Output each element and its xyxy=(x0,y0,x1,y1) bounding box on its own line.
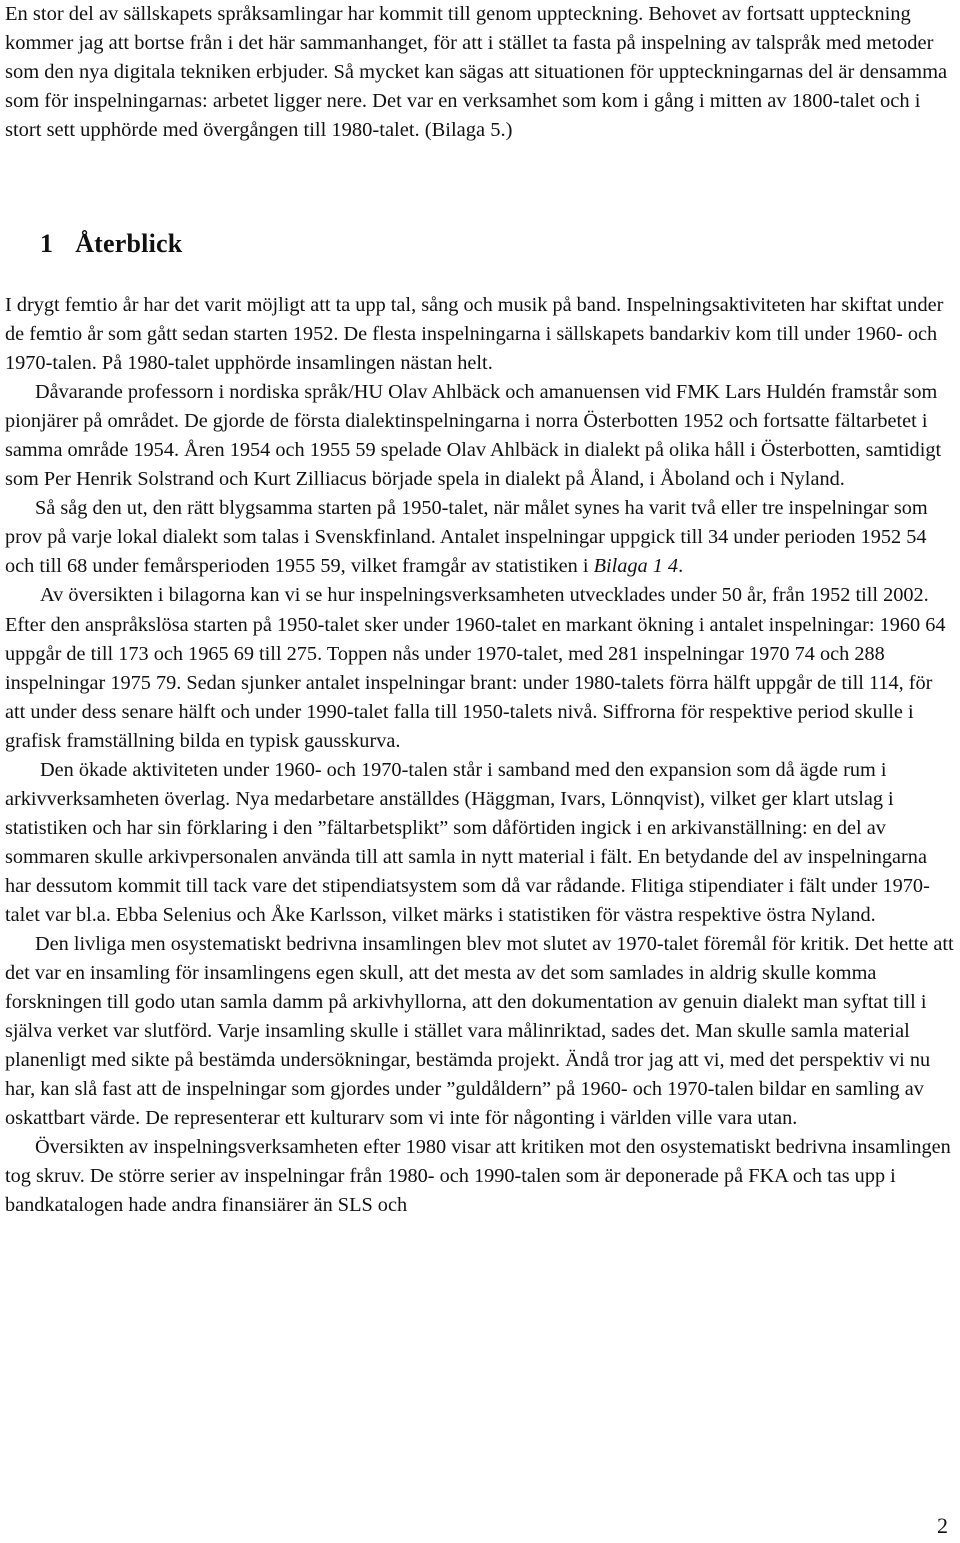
body-paragraph: Översikten av inspelningsverksamheten efter 1980 visar att kritiken mot den osystematiskt bedrivna insamlingen tog skruv. De större serier av inspelningar från 1980- och 1990-talen som är deponerade på FKA och tas upp i bandkatalogen hade andra finansiärer än SLS och xyxy=(5,1136,951,1217)
body-paragraph: Dåvarande professorn i nordiska språk/HU Olav Ahlbäck och amanuensen vid FMK Lars Huldén framstår som pionjärer på området. De gjorde de första dialektinspelningarna i norra Österbotten 1952 och fortsatte fältarbetet i samma område 1954. Åren 1954 och 1955 59 spelade Olav Ahlbäck in dialekt på olika håll i Österbotten, samtidigt som Per Henrik Solstrand och Kurt Zilliacus började spela in dialekt på Åland, i Åboland och i Nyland. xyxy=(5,381,942,491)
section-number: 1 xyxy=(40,229,54,258)
document-page xyxy=(5,0,955,1217)
body-paragraph: Den livliga men osystematiskt bedrivna insamlingen blev mot slutet av 1970-talet föremål för kritik. Det hette att det var en insamling för insamlingens egen skull, att det mesta av det som samlades in aldrig skulle komma forskningen till godo utan samla damm på arkivhyllorna, att den dokumentation av genuin dialekt man syftat till i själva verket var slutförd. Varje insamling skulle i stället vara målinriktad, sades det. Man skulle samla material planenligt med sikte på bestämda undersökningar, bestämda projekt. Ändå tror jag att vi, med det perspektiv vi nu har, kan slå fast att de inspelningar som gjordes under ”guldåldern” på 1960- och 1970-talen bildar en samling av oskattbart värde. De representerar ett kulturarv som vi inte för någonting i världen ville vara utan. xyxy=(5,933,954,1130)
body-paragraph: Av översikten i bilagorna kan vi se hur inspelningsverksamheten utvecklades under 50 år, från 1952 till 2002. Efter den anspråkslösa starten på 1950-talet sker under 1960-talet en markant ökning i antalet inspelningar: 1960 64 uppgår de till 173 och 1965 69 till 275. Toppen nås under 1970-talet, med 281 inspelningar 1970 74 och 288 inspelningar 1975 79. Sedan sjunker antalet inspelningar brant: under 1980-talets förra hälft uppgår de till 114, för att under dess senare hälft och under 1990-talet falla till 1950-talets nivå. Siffrorna för respektive period skulle i grafisk framställning bilda en typisk gausskurva. xyxy=(5,584,946,752)
section-body xyxy=(5,291,955,1221)
intro-paragraph: En stor del av sällskapets språksamlingar har kommit till genom uppteckning. Behovet av fortsatt uppteckning kommer jag att bortse från i det här sammanhanget, för att i stället ta fasta på inspelning av talspråk med metoder som den nya digitala tekniken erbjuder. Så mycket kan sägas att situationen för uppteckningarnas del är densamma som för inspelningarnas: arbetet ligger nere. Det var en verksamhet som kom i gång i mitten av 1800-talet och i stort sett upphörde med övergången till 1980-talet. (Bilaga 5.) xyxy=(5,3,948,141)
section-heading xyxy=(40,229,182,259)
body-paragraph-text: Så såg den ut, den rätt blygsamma starten på 1950-talet, när målet synes ha varit två eller tre inspelningar som prov på varje lokal dialekt som talas i Svenskfinland. Antalet inspelningar uppgick till 34 under perioden 1952 54 och till 68 under femårsperioden 1955 59, vilket framgår av statistiken i xyxy=(5,497,928,578)
body-paragraph: Den ökade aktiviteten under 1960- och 1970-talen står i samband med den expansion som då ägde rum i arkivverksamheten överlag. Nya medarbetare anställdes (Häggman, Ivars, Lönnqvist), vilket ger klart utslag i statistiken och har sin förklaring i den ”fältarbetsplikt” som dåförtiden ingick i en arkivanställning: en del av sommaren skulle arkivpersonalen använda till att samla in nytt material i fält. En betydande del av inspelningarna har dessutom kommit till tack vare det stipendiatsystem som då var rådande. Flitiga stipendiater i fält under 1970-talet var bl.a. Ebba Selenius och Åke Karlsson, vilket märks i statistiken för västra respektive östra Nyland. xyxy=(5,758,930,926)
body-paragraph xyxy=(5,494,955,581)
bilaga-reference: Bilaga 1 4 xyxy=(593,555,679,578)
body-paragraph: I drygt femtio år har det varit möjligt att ta upp tal, sång och musik på band. Inspelningsaktiviteten har skiftat under de femtio år som gått sedan starten 1952. De flesta inspelningarna i sällskapets bandarkiv kom till under 1960- och 1970-talen. På 1980-talet upphörde insamlingen nästan helt. xyxy=(5,294,944,375)
page-number: 2 xyxy=(937,1513,948,1538)
section-title: Återblick xyxy=(75,229,183,258)
body-paragraph-end: . xyxy=(678,555,684,578)
